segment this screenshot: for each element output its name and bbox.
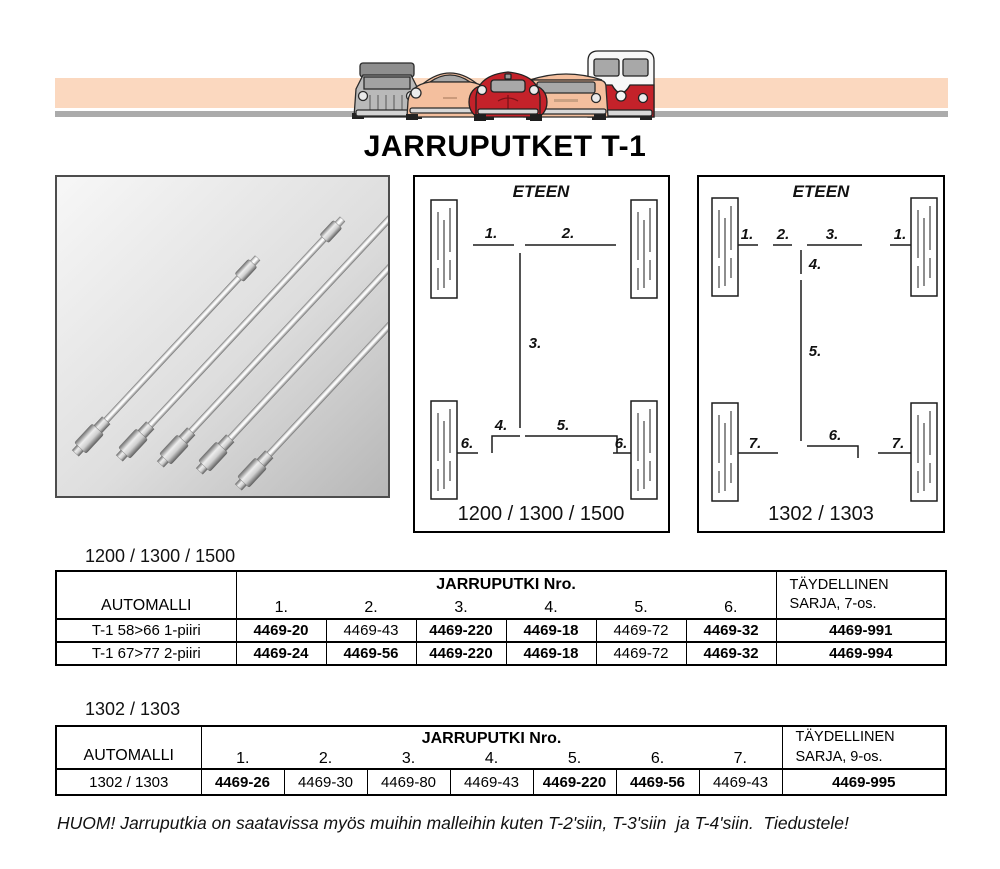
part-cell: 4469-43 bbox=[326, 619, 416, 642]
table2-heading: 1302 / 1303 bbox=[85, 699, 181, 719]
col-header-5: 5. bbox=[533, 750, 616, 769]
jarruputki-group-header: JARRUPUTKI Nro. bbox=[201, 726, 782, 750]
parts-table-1302-1303 bbox=[55, 725, 947, 796]
part-cell: 4469-43 bbox=[450, 769, 533, 795]
part-cell: 4469-24 bbox=[236, 642, 326, 665]
table-row bbox=[56, 642, 946, 665]
wheel-icon bbox=[712, 198, 937, 501]
col-header-2: 2. bbox=[284, 750, 367, 769]
col-header-4: 4. bbox=[450, 750, 533, 769]
part-cell: 4469-30 bbox=[284, 769, 367, 795]
diagram1-label-4: 4. bbox=[494, 417, 508, 434]
diagram1-label-2: 2. bbox=[561, 225, 575, 242]
diagram2-label-7-right: 7. bbox=[891, 435, 905, 452]
sarja-header-line2: SARJA, 7-os. bbox=[789, 596, 877, 612]
diagram1-label-5: 5. bbox=[556, 417, 570, 434]
col-header-1: 1. bbox=[201, 750, 284, 769]
sarja-header-line2: SARJA, 9-os. bbox=[795, 748, 883, 765]
part-cell: 4469-72 bbox=[596, 619, 686, 642]
col-header-2: 2. bbox=[326, 598, 416, 619]
pipe-lines bbox=[457, 245, 631, 453]
diagram2-label-2: 2. bbox=[776, 226, 790, 243]
vw-cars-illustration bbox=[348, 38, 658, 124]
part-cell: 4469-220 bbox=[416, 619, 506, 642]
diagram2-label-3: 3. bbox=[825, 226, 839, 243]
pipe-diagram-1302-1303 bbox=[697, 175, 945, 533]
diagram2-label-7-left: 7. bbox=[748, 435, 762, 452]
table-row bbox=[56, 769, 946, 795]
part-cell: 4469-56 bbox=[326, 642, 416, 665]
part-cell: 4469-220 bbox=[416, 642, 506, 665]
col-header-7: 7. bbox=[699, 750, 782, 769]
col-header-5: 5. bbox=[596, 598, 686, 619]
model-cell: 1302 / 1303 bbox=[56, 769, 201, 795]
brake-pipes-photo bbox=[55, 175, 390, 498]
part-cell: 4469-72 bbox=[596, 642, 686, 665]
jarruputki-group-header: JARRUPUTKI Nro. bbox=[236, 571, 776, 598]
diagram1-label-6-left: 6. bbox=[460, 435, 474, 452]
diagram1-label-6-right: 6. bbox=[614, 435, 628, 452]
footer-note: HUOM! Jarruputkia on saatavissa myös muihin malleihin kuten T-2'siin, T-3'siin ja T-4'siin. Tiedustele! bbox=[57, 813, 849, 833]
part-cell: 4469-32 bbox=[686, 642, 776, 665]
diagram2-label-6: 6. bbox=[828, 427, 842, 444]
col-header-6: 6. bbox=[686, 598, 776, 619]
col-header-3: 3. bbox=[416, 598, 506, 619]
automalli-header: AUTOMALLI bbox=[56, 726, 201, 769]
col-header-1: 1. bbox=[236, 598, 326, 619]
page-title: JARRUPUTKET T-1 bbox=[363, 130, 647, 163]
diagram2-caption: 1302 / 1303 bbox=[768, 503, 874, 525]
table-row bbox=[56, 619, 946, 642]
part-cell: 4469-32 bbox=[686, 619, 776, 642]
part-cell: 4469-80 bbox=[367, 769, 450, 795]
pipe-diagram-1200-1300-1500 bbox=[413, 175, 670, 533]
set-cell: 4469-994 bbox=[776, 642, 946, 665]
diagram2-label-5: 5. bbox=[808, 343, 822, 360]
col-header-4: 4. bbox=[506, 598, 596, 619]
diagram1-title: ETEEN bbox=[512, 182, 570, 201]
sarja-header bbox=[782, 726, 946, 769]
part-cell: 4469-20 bbox=[236, 619, 326, 642]
diagram2-title: ETEEN bbox=[792, 182, 850, 201]
model-cell: T-1 58>66 1-piiri bbox=[56, 619, 236, 642]
part-cell: 4469-56 bbox=[616, 769, 699, 795]
diagram2-label-4: 4. bbox=[808, 256, 822, 273]
part-cell: 4469-18 bbox=[506, 642, 596, 665]
parts-table-1200-1300-1500 bbox=[55, 570, 947, 666]
diagram2-label-1-left: 1. bbox=[740, 226, 754, 243]
model-cell: T-1 67>77 2-piiri bbox=[56, 642, 236, 665]
diagram1-label-1: 1. bbox=[484, 225, 498, 242]
diagram1-caption: 1200 / 1300 / 1500 bbox=[457, 503, 625, 525]
part-cell: 4469-43 bbox=[699, 769, 782, 795]
col-header-3: 3. bbox=[367, 750, 450, 769]
sarja-header bbox=[776, 571, 946, 619]
col-header-6: 6. bbox=[616, 750, 699, 769]
part-cell: 4469-220 bbox=[533, 769, 616, 795]
sarja-header-line1: TÄYDELLINEN bbox=[789, 576, 889, 593]
diagram2-label-1-right: 1. bbox=[893, 226, 907, 243]
pipe-lines bbox=[738, 245, 911, 458]
automalli-header: AUTOMALLI bbox=[56, 571, 236, 619]
set-cell: 4469-991 bbox=[776, 619, 946, 642]
part-cell: 4469-18 bbox=[506, 619, 596, 642]
part-cell: 4469-26 bbox=[201, 769, 284, 795]
table1-heading: 1200 / 1300 / 1500 bbox=[85, 546, 236, 566]
set-cell: 4469-995 bbox=[782, 769, 946, 795]
diagram1-label-3: 3. bbox=[528, 335, 542, 352]
sarja-header-line1: TÄYDELLINEN bbox=[795, 729, 895, 746]
